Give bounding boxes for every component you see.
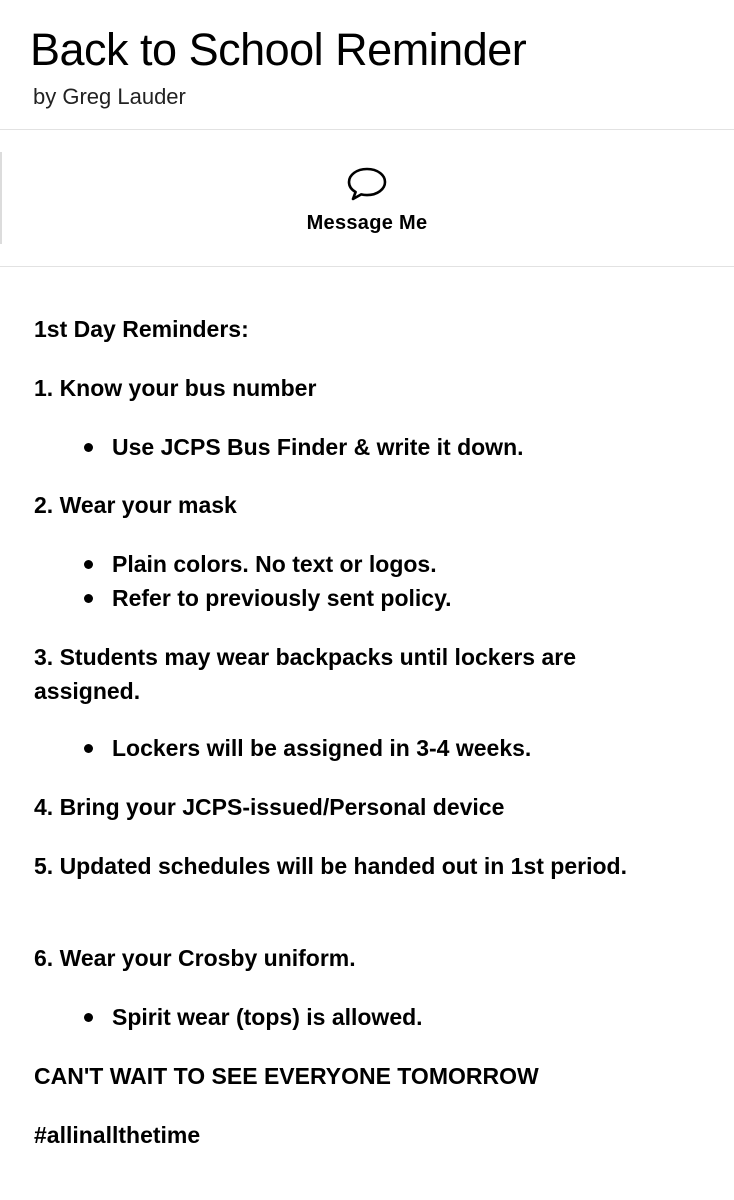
hashtag-link[interactable]: #allinallthetime bbox=[34, 1122, 201, 1148]
list-item: 4. Bring your JCPS-issued/Personal device bbox=[34, 794, 505, 820]
list-item: 3. Students may wear backpacks until lockers are assigned. bbox=[34, 644, 577, 704]
bullet-item: Lockers will be assigned in 3-4 weeks. bbox=[80, 731, 531, 765]
list-item: 1. Know your bus number bbox=[34, 375, 317, 401]
message-me-label: Message Me bbox=[306, 212, 428, 234]
message-me-button[interactable] bbox=[287, 158, 447, 240]
author-byline: by Greg Lauder bbox=[33, 84, 186, 109]
closing-line: CAN'T WAIT TO SEE EVERYONE TOMORROW bbox=[34, 1063, 539, 1089]
action-bar bbox=[0, 130, 734, 267]
bullet-item: Refer to previously sent policy. bbox=[80, 581, 452, 615]
bullet-item: Spirit wear (tops) is allowed. bbox=[80, 1000, 423, 1034]
bullet-item: Use JCPS Bus Finder & write it down. bbox=[80, 430, 524, 464]
bullet-item: Plain colors. No text or logos. bbox=[80, 547, 437, 581]
post-header bbox=[0, 0, 734, 130]
page-title: Back to School Reminder bbox=[30, 24, 527, 75]
list-item: 5. Updated schedules will be handed out in 1st period. bbox=[34, 853, 627, 879]
divider bbox=[0, 152, 2, 244]
list-item: 2. Wear your mask bbox=[34, 492, 237, 518]
speech-bubble-icon bbox=[346, 166, 388, 202]
reminders-heading: 1st Day Reminders: bbox=[34, 316, 249, 342]
list-item: 6. Wear your Crosby uniform. bbox=[34, 945, 356, 971]
